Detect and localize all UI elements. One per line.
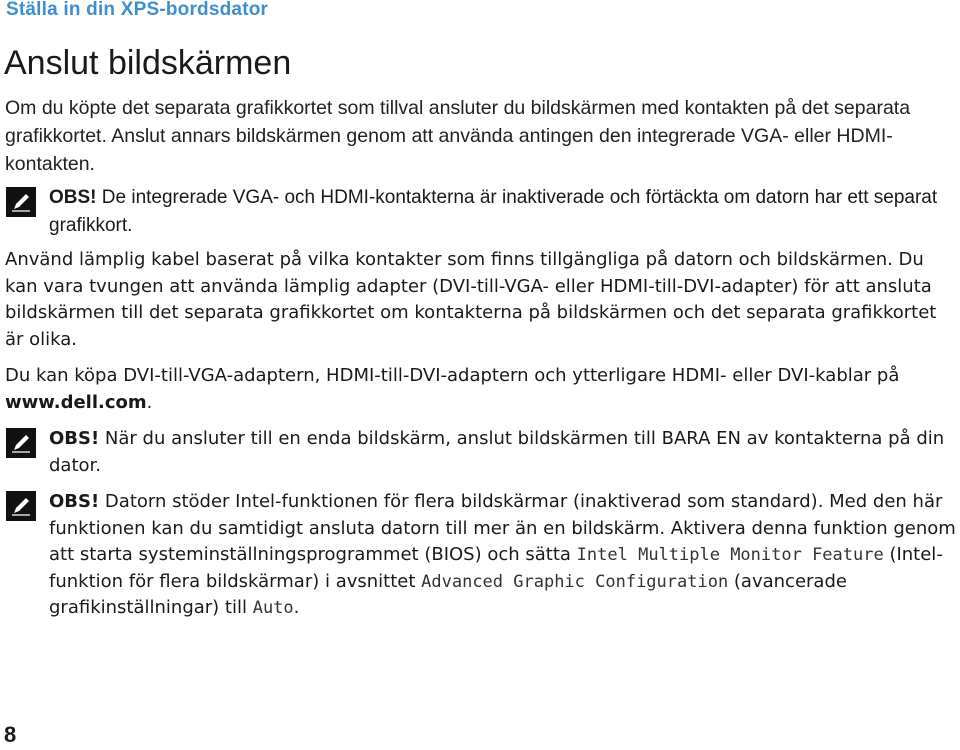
bios-value-code: Auto xyxy=(252,598,294,618)
dell-link[interactable]: www.dell.com xyxy=(5,391,147,413)
note-integrated-connectors xyxy=(49,184,959,240)
note-pencil-icon xyxy=(6,491,36,521)
note-text: När du ansluter till en enda bildskärm, anslut bildskärmen till BARA EN av kontakterna på din dator. xyxy=(49,428,945,476)
purchase-paragraph xyxy=(5,363,955,416)
purchase-text: Du kan köpa DVI-till-VGA-adaptern, HDMI-till-DVI-adaptern och ytterligare HDMI- eller DVI-kablar på xyxy=(5,365,900,386)
note-label: OBS! xyxy=(49,428,100,449)
note-text: Datorn stöder Intel-funktionen för flera bildskärmar (inaktiverad som standard). Med den här funktionen kan du samtidigt ansluta datorn till mer än en bildskärm. Aktivera denna funktion genom att starta systeminställningsprogrammet (BIOS) och sätta xyxy=(49,491,956,565)
note-multiple-monitor xyxy=(49,489,959,622)
page-title: Anslut bildskärmen xyxy=(4,44,292,82)
cable-paragraph: Använd lämplig kabel baserat på vilka kontakter som finns tillgängliga på datorn och bildskärmen. Du kan vara tvungen att använda lämplig adapter (DVI-till-VGA- eller HDMI-till-DVI-adapter) för att ansluta bildskärmen till det separata grafikkortet om kontakterna på bildskärmen och det separata grafikkortet är olika. xyxy=(5,249,937,350)
note-pencil-icon xyxy=(6,187,36,217)
note-pencil-icon xyxy=(6,428,36,458)
intro-paragraph: Om du köpte det separata grafikkortet som tillval ansluter du bildskärmen med kontakten på det separata grafikkortet. Anslut annars bildskärmen genom att använda antingen den integrerade VGA- eller HDMI-kontakten. xyxy=(5,97,911,175)
note-text: . xyxy=(293,597,300,618)
note-text: (avancerade grafikinställningar) till xyxy=(49,570,847,618)
bios-section-code: Advanced Graphic Configuration xyxy=(421,571,729,592)
note-label: OBS! xyxy=(49,187,97,208)
note-text: (Intel-funktion för flera bildskärmar) i avsnittet xyxy=(49,544,943,592)
bios-setting-code: Intel Multiple Monitor Feature xyxy=(576,545,884,565)
purchase-end: . xyxy=(146,391,153,413)
note-label: OBS! xyxy=(49,491,100,512)
section-header: Ställa in din XPS-bordsdator xyxy=(6,0,269,20)
note-text: De integrerade VGA- och HDMI-kontakterna är inaktiverade och förtäckta om datorn har ett separat grafikkort. xyxy=(49,187,938,236)
note-single-monitor xyxy=(49,426,959,479)
page-number: 8 xyxy=(4,722,17,747)
